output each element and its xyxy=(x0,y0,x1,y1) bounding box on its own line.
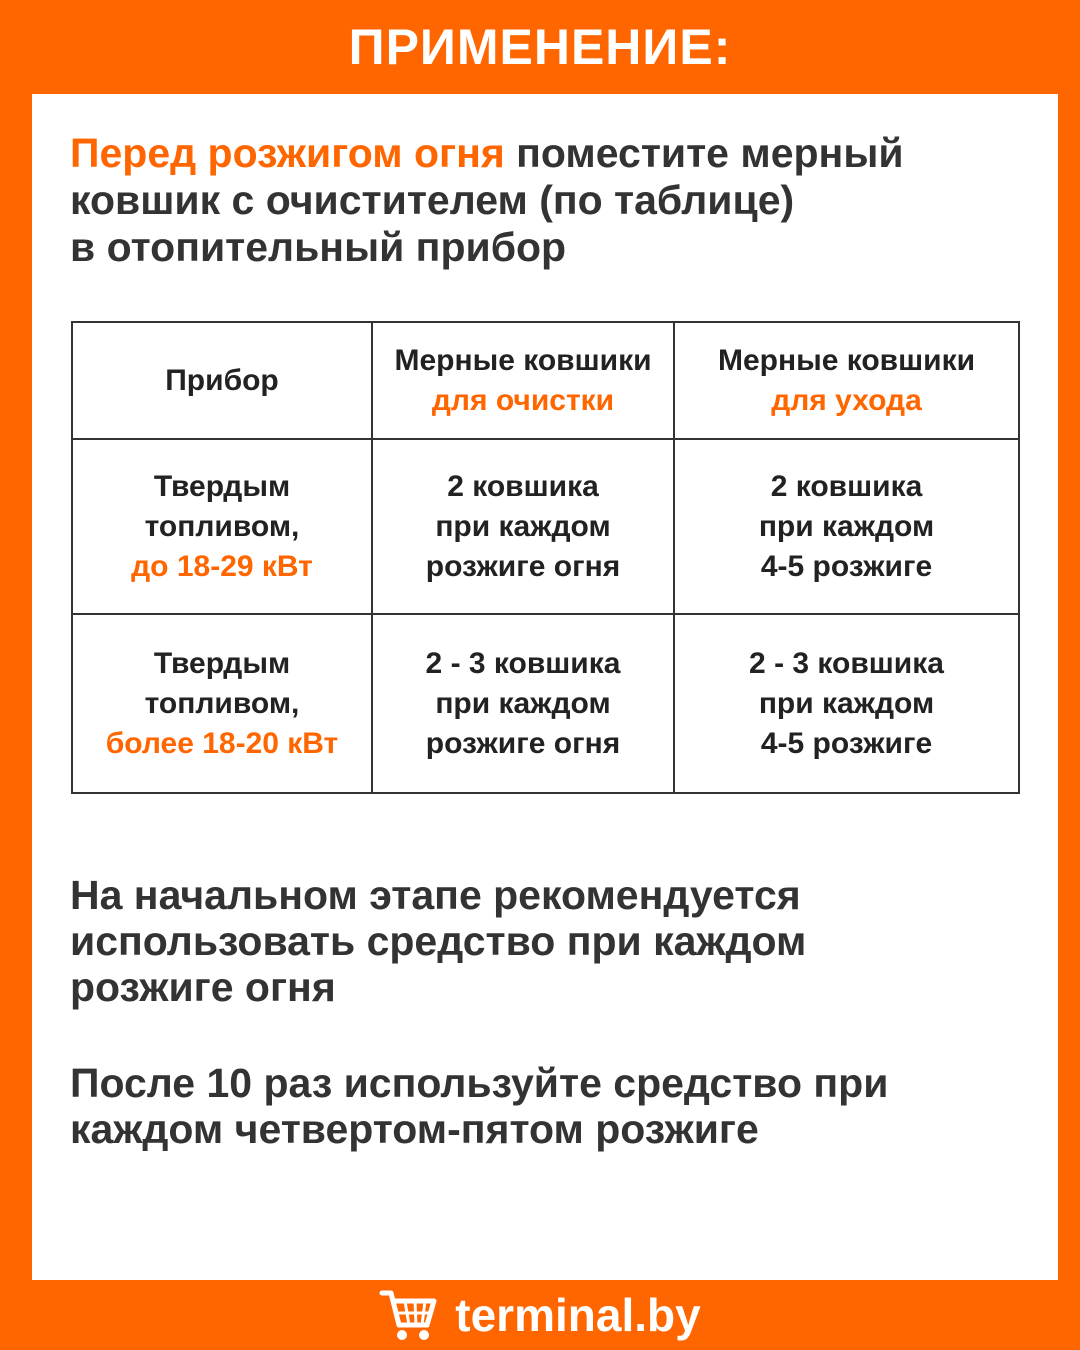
note-after-ten: После 10 раз используйте средство при каждом четвертом-пятом розжиге xyxy=(70,1060,889,1152)
intro-line-3: в отопительный прибор xyxy=(70,224,567,270)
cell-cleaning: 2 ковшика при каждом розжиге огня xyxy=(372,439,674,614)
header-care: Мерные ковшики для ухода xyxy=(674,322,1019,439)
intro-accent: Перед розжигом огня xyxy=(70,130,505,176)
page-title: ПРИМЕНЕНИЕ: xyxy=(348,19,732,75)
intro-text xyxy=(70,130,1030,271)
cell-device: Твердым топливом, до 18-29 кВт xyxy=(72,439,372,614)
header-banner xyxy=(0,0,1080,94)
header-device: Прибор xyxy=(72,322,372,439)
cell-care: 2 - 3 ковшика при каждом 4-5 розжиге xyxy=(674,614,1019,793)
table-row xyxy=(72,614,1019,793)
note-initial-stage: На начальном этапе рекомендуется использовать средство при каждом розжиге огня xyxy=(70,872,807,1010)
cell-device: Твердым топливом, более 18-20 кВт xyxy=(72,614,372,793)
table-header-row xyxy=(72,322,1019,439)
footer-brand xyxy=(0,1280,1080,1350)
usage-table xyxy=(71,321,1020,794)
cell-care: 2 ковшика при каждом 4-5 розжиге xyxy=(674,439,1019,614)
intro-line-2: ковшик с очистителем (по таблице) xyxy=(70,177,795,223)
cart-icon xyxy=(379,1287,439,1343)
table-row xyxy=(72,439,1019,614)
brand-name: terminal.by xyxy=(455,1289,701,1341)
header-cleaning: Мерные ковшики для очистки xyxy=(372,322,674,439)
intro-rest: поместите мерный xyxy=(504,130,904,176)
content-card xyxy=(32,94,1058,1280)
cell-cleaning: 2 - 3 ковшика при каждом розжиге огня xyxy=(372,614,674,793)
